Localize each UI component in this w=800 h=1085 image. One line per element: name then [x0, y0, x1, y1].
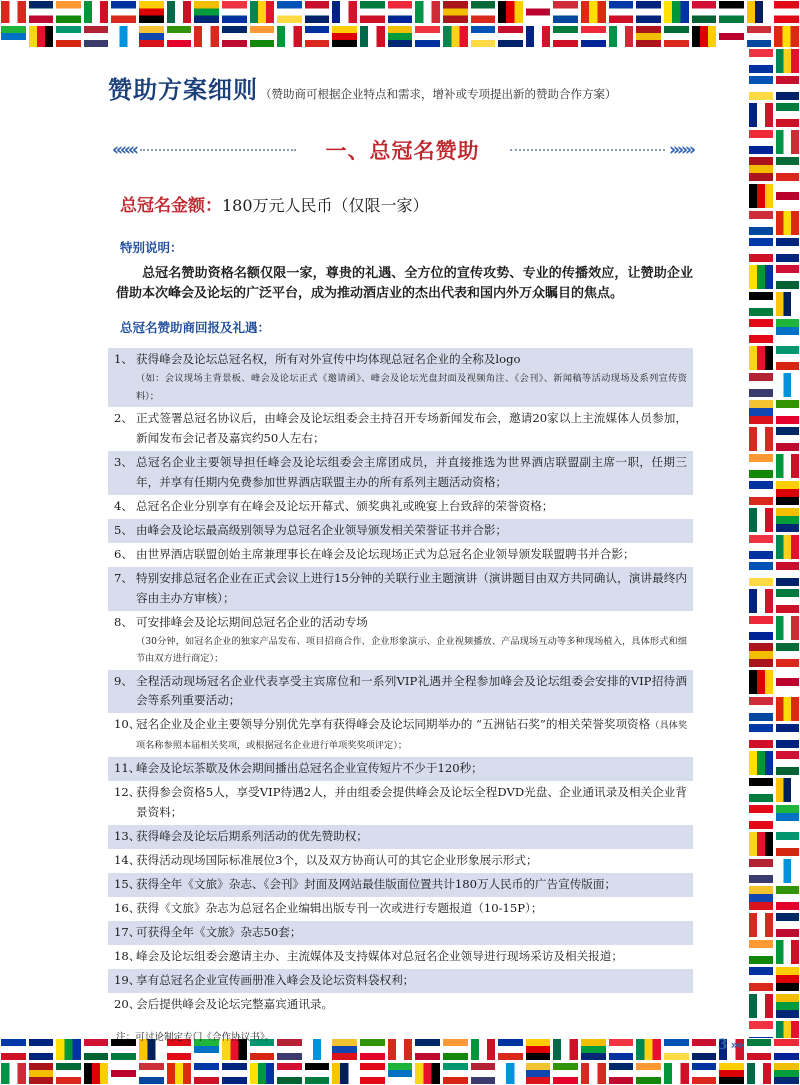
sponsorship-amount	[120, 191, 693, 216]
flag-icon	[775, 885, 800, 911]
benefit-item-text: 8、 可安排峰会及论坛期间总冠名企业的活动专场	[114, 613, 687, 633]
flag-icon	[331, 1062, 358, 1085]
flag-icon	[775, 426, 800, 452]
special-note-heading: 特别说明：	[120, 240, 183, 255]
flag-icon	[249, 0, 276, 24]
flag-icon	[775, 912, 800, 938]
flag-icon	[775, 804, 800, 830]
flag-icon	[55, 1038, 82, 1061]
flag-icon	[525, 0, 552, 24]
benefit-item-text: 2、 正式签署总冠名协议后，由峰会及论坛组委会主持召开专场新闻发布会，邀请20家以上主流媒体人员参加，新闻发布会记者及嘉宾约50人左右；	[114, 411, 687, 446]
flag-icon	[608, 25, 635, 49]
flag-icon	[0, 25, 27, 49]
flag-icon	[83, 1038, 110, 1061]
flag-icon	[746, 0, 773, 24]
benefit-item-number: 1、	[114, 352, 133, 367]
amount-label: 总冠名金额：	[120, 196, 222, 216]
benefit-item	[108, 993, 693, 1017]
benefit-item-detail: （30分钟，如冠名企业的独家产品发布、项目招商合作、企业形象演示、企业视频播放、产品现场互动等多种现场植入，具体形式和细节由双方进行商定）；	[136, 635, 687, 665]
flag-icon	[748, 210, 774, 236]
flag-icon	[748, 669, 774, 695]
benefit-item	[108, 670, 693, 714]
benefit-item-text: 1、 获得峰会及论坛总冠名权，所有对外宣传中均体现总冠名企业的全称及logo	[114, 350, 687, 370]
flag-icon	[718, 0, 745, 24]
flag-icon	[748, 804, 774, 830]
flag-icon	[635, 0, 662, 24]
flag-icon	[773, 25, 800, 49]
benefit-item	[108, 969, 693, 993]
flag-icon	[775, 723, 800, 749]
flag-icon	[0, 0, 27, 24]
benefit-item-number: 18、	[114, 948, 141, 963]
flag-icon	[249, 1062, 276, 1085]
flag-icon	[775, 183, 800, 209]
page-number	[718, 1037, 742, 1053]
section-title: 一、总冠名赞助	[325, 138, 480, 163]
benefit-item-number: 7、	[114, 570, 133, 585]
benefit-item	[108, 495, 693, 519]
flag-icon	[748, 561, 774, 587]
flag-icon	[331, 0, 358, 24]
flag-icon	[110, 0, 137, 24]
flag-icon	[221, 25, 248, 49]
flag-icon	[442, 1062, 469, 1085]
benefit-item-text: 7、 特别安排总冠名企业在正式会议上进行15分钟的关联行业主题演讲（演讲题目由双方共同确认，演讲最终内容由主办方审核）；	[114, 570, 687, 605]
flag-icon	[0, 1062, 27, 1085]
benefits-heading: 总冠名赞助商回报及礼遇：	[120, 320, 271, 336]
flag-icon	[497, 25, 524, 49]
flag-icon	[138, 0, 165, 24]
flag-icon	[775, 399, 800, 425]
flag-icon	[775, 750, 800, 776]
flag-icon	[414, 0, 441, 24]
benefit-item-number: 14、	[114, 853, 141, 868]
flag-icon	[746, 25, 773, 49]
page-number-value: 3	[717, 1037, 728, 1053]
benefit-item-number: 6、	[114, 546, 133, 561]
flag-icon	[775, 318, 800, 344]
flag-icon	[775, 75, 800, 101]
flag-icon	[663, 1062, 690, 1085]
flag-icon	[525, 1062, 552, 1085]
flag-icon	[635, 25, 662, 49]
page-title-row	[108, 70, 693, 105]
benefit-item-number: 10、	[114, 717, 141, 732]
benefit-item	[108, 567, 693, 611]
flag-icon	[775, 831, 800, 857]
flag-icon	[775, 156, 800, 182]
benefit-item-number: 19、	[114, 972, 141, 987]
flag-icon	[28, 0, 55, 24]
flag-icon	[83, 1062, 110, 1085]
flag-icon	[552, 0, 579, 24]
benefit-item-detail: （具体奖项名称参照本届相关奖项，或根据冠名企业进行单项奖奖项评定）；	[136, 720, 688, 752]
benefit-item-text: 12、 获得参会资格5人，享受VIP待遇2人，并由组委会提供峰会及论坛全程DVD光盘、企业通讯录及相关企业背景资料；	[114, 785, 687, 820]
footnote: 注：可讨论制定专门《合作协议书》。	[116, 1031, 275, 1043]
flag-icon	[748, 831, 774, 857]
page-subtitle: （赞助商可根据企业特点和需求，增补或专项提出新的赞助合作方案）	[260, 87, 617, 101]
flag-icon	[748, 534, 774, 560]
benefit-item-number: 11、	[114, 761, 141, 776]
flag-icon	[748, 156, 774, 182]
flag-icon	[775, 534, 800, 560]
flag-icon	[718, 1062, 745, 1085]
flag-icon	[748, 372, 774, 398]
page-title: 赞助方案细则	[108, 75, 258, 104]
benefit-item	[108, 757, 693, 781]
flag-icon	[304, 0, 331, 24]
flag-icon	[414, 25, 441, 49]
flag-icon	[748, 858, 774, 884]
flag-icon	[748, 696, 774, 722]
chevron-left-icon: «««	[112, 139, 136, 160]
benefit-item-text: 10、 冠名企业及企业主要领导分别优先享有获得峰会及论坛同期举办的 “五洲钻石奖”的相关荣誉奖项资格（具体奖项名称参照本届相关奖项，或根据冠名企业进行单项奖奖项评定）；	[114, 717, 688, 752]
benefit-item-text: 18、 峰会及论坛组委会邀请主办、主流媒体及支持媒体对总冠名企业领导进行现场采访及相关报道；	[114, 947, 687, 967]
benefit-item-text: 5、 由峰会及论坛最高级别领导为总冠名企业领导颁发相关荣誉证书并合影；	[114, 521, 687, 541]
benefit-item	[108, 921, 693, 945]
benefits-list	[108, 348, 693, 1016]
flag-icon	[718, 25, 745, 49]
benefit-item-number: 20、	[114, 996, 141, 1011]
flag-icon	[249, 25, 276, 49]
benefit-item	[108, 611, 693, 670]
benefit-item-number: 2、	[114, 411, 133, 426]
flag-icon	[138, 25, 165, 49]
benefit-item-text: 17、 可获得全年《文旅》杂志50套；	[114, 923, 687, 943]
flag-icon	[748, 642, 774, 668]
benefit-item	[108, 849, 693, 873]
benefit-item-text: 20、 会后提供峰会及论坛完整嘉宾通讯录。	[114, 995, 687, 1015]
flag-icon	[775, 102, 800, 128]
flag-icon	[748, 345, 774, 371]
benefit-item-text: 19、 享有总冠名企业宣传画册准入峰会及论坛资料袋权利；	[114, 971, 687, 991]
flag-icon	[746, 1062, 773, 1085]
section-divider	[112, 135, 693, 165]
benefit-item-number: 4、	[114, 498, 133, 513]
flag-icon	[359, 0, 386, 24]
flag-icon	[748, 885, 774, 911]
flag-icon	[748, 75, 774, 101]
flag-border-right	[748, 48, 800, 1038]
flag-icon	[110, 25, 137, 49]
flag-icon	[608, 1062, 635, 1085]
flag-icon	[276, 25, 303, 49]
flag-icon	[28, 25, 55, 49]
flag-icon	[748, 291, 774, 317]
flag-icon	[748, 237, 774, 263]
flag-icon	[748, 507, 774, 533]
flag-icon	[221, 1062, 248, 1085]
flag-icon	[748, 588, 774, 614]
flag-border-bottom	[0, 1038, 800, 1085]
flag-icon	[691, 25, 718, 49]
flag-icon	[748, 1020, 774, 1038]
flag-icon	[748, 750, 774, 776]
flag-icon	[748, 318, 774, 344]
flag-icon	[55, 0, 82, 24]
flag-icon	[691, 1062, 718, 1085]
flag-icon	[552, 1062, 579, 1085]
benefit-item-text: 9、 全程活动现场冠名企业代表享受主宾席位和一系列VIP礼遇并全程参加峰会及论坛组委会安排的VIP招待酒会等系列重要活动；	[114, 673, 687, 708]
flag-icon	[580, 0, 607, 24]
flag-icon	[748, 399, 774, 425]
flag-icon	[748, 723, 774, 749]
flag-icon	[746, 1038, 773, 1061]
benefit-item	[108, 543, 693, 567]
flag-icon	[304, 25, 331, 49]
flag-icon	[276, 1062, 303, 1085]
amount-value: 180万元人民币（仅限一家）	[222, 196, 429, 215]
flag-icon	[775, 1020, 800, 1038]
flag-icon	[775, 939, 800, 965]
flag-icon	[276, 0, 303, 24]
flag-icon	[748, 912, 774, 938]
flag-icon	[83, 0, 110, 24]
flag-icon	[748, 48, 774, 74]
benefit-item-number: 15、	[114, 876, 141, 891]
benefit-item	[108, 945, 693, 969]
flag-icon	[748, 129, 774, 155]
flag-icon	[748, 966, 774, 992]
flag-icon	[775, 480, 800, 506]
benefit-item	[108, 519, 693, 543]
flag-icon	[470, 25, 497, 49]
flag-icon	[748, 183, 774, 209]
flag-icon	[331, 25, 358, 49]
benefit-item-text: 11、 峰会及论坛茶歇及休会期间播出总冠名企业宣传短片不少于120秒；	[114, 759, 687, 779]
benefit-item-text: 4、 总冠名企业分别享有在峰会及论坛开幕式、颁奖典礼或晚宴上台致辞的荣誉资格；	[114, 497, 687, 517]
flag-icon	[414, 1062, 441, 1085]
flag-icon	[663, 0, 690, 24]
flag-icon	[635, 1062, 662, 1085]
benefit-item-text: 6、 由世界酒店联盟创始主席兼理事长在峰会及论坛现场正式为总冠名企业领导颁发联盟聘书并合影；	[114, 545, 687, 565]
flag-icon	[28, 1038, 55, 1061]
divider-dots-left	[140, 149, 296, 152]
flag-icon	[775, 669, 800, 695]
benefit-item-number: 3、	[114, 455, 133, 470]
flag-icon	[691, 1038, 718, 1061]
flag-icon	[663, 25, 690, 49]
flag-icon	[775, 777, 800, 803]
flag-icon	[775, 48, 800, 74]
benefit-item-number: 5、	[114, 522, 133, 537]
benefit-item-number: 12、	[114, 785, 141, 800]
flag-icon	[470, 0, 497, 24]
flag-icon	[110, 1062, 137, 1085]
chevron-right-icon: »»»	[669, 139, 693, 160]
benefit-item-detail: （如：会议现场主背景板、峰会及论坛正式《邀请函》、峰会及论坛光盘封面及视频角注、《会刊》、新闻稿等活动现场及系列宣传资料）；	[136, 373, 687, 402]
flag-icon	[773, 1038, 800, 1061]
benefit-item-text: 14、 获得活动现场国际标准展位3个，以及双方协商认可的其它企业形象展示形式；	[114, 851, 687, 871]
flag-icon	[775, 129, 800, 155]
benefit-item-number: 13、	[114, 829, 141, 844]
flag-icon	[166, 0, 193, 24]
flag-icon	[748, 453, 774, 479]
flag-icon	[775, 237, 800, 263]
divider-dots-right	[510, 149, 666, 152]
flag-icon	[304, 1062, 331, 1085]
flag-icon	[748, 939, 774, 965]
flag-icon	[193, 25, 220, 49]
flag-icon	[497, 1062, 524, 1085]
flag-icon	[580, 1062, 607, 1085]
flag-icon	[497, 0, 524, 24]
benefit-item-number: 17、	[114, 924, 141, 939]
flag-icon	[775, 588, 800, 614]
flag-icon	[193, 0, 220, 24]
flag-icon	[28, 1062, 55, 1085]
flag-icon	[0, 1038, 27, 1061]
flag-icon	[748, 426, 774, 452]
benefit-item	[108, 897, 693, 921]
flag-icon	[775, 858, 800, 884]
flag-icon	[748, 102, 774, 128]
flag-icon	[775, 561, 800, 587]
flag-icon	[55, 1062, 82, 1085]
flag-icon	[580, 25, 607, 49]
flag-icon	[166, 25, 193, 49]
flag-icon	[748, 480, 774, 506]
flag-icon	[775, 966, 800, 992]
flag-icon	[552, 25, 579, 49]
flag-icon	[775, 210, 800, 236]
flag-icon	[773, 0, 800, 24]
flag-icon	[748, 615, 774, 641]
flag-icon	[775, 345, 800, 371]
flag-icon	[442, 25, 469, 49]
benefit-item	[108, 451, 693, 495]
flag-icon	[748, 264, 774, 290]
flag-icon	[470, 1062, 497, 1085]
benefit-item-text: 13、 获得峰会及论坛后期系列活动的优先赞助权；	[114, 827, 687, 847]
flag-icon	[748, 993, 774, 1019]
flag-icon	[775, 453, 800, 479]
benefit-item	[108, 713, 693, 757]
flag-icon	[775, 642, 800, 668]
benefit-item-number: 8、	[114, 614, 133, 629]
benefit-item-text: 16、 获得《文旅》杂志为总冠名企业编辑出版专刊一次或进行专题报道（10-15P）；	[114, 899, 687, 919]
flag-icon	[387, 0, 414, 24]
benefit-item	[108, 825, 693, 849]
benefit-item	[108, 407, 693, 451]
page-arrow-icon: »»	[730, 1038, 742, 1052]
document-content	[108, 70, 693, 1043]
flag-icon	[83, 25, 110, 49]
benefit-item	[108, 348, 693, 407]
benefit-item-number: 16、	[114, 900, 141, 915]
benefit-item-text: 3、 总冠名企业主要领导担任峰会及论坛组委会主席团成员，并直接推选为世界酒店联盟副主席一职，任期三年，并享有任期内免费参加世界酒店联盟主办的所有系列主题活动资格；	[114, 455, 687, 489]
benefit-item-number: 9、	[114, 673, 133, 688]
flag-icon	[775, 291, 800, 317]
benefit-item-text: 15、 获得全年《文旅》杂志、《会刊》封面及网站最佳版面位置共计180万人民币的广告宣传版面；	[114, 875, 687, 895]
flag-icon	[525, 25, 552, 49]
flag-icon	[775, 507, 800, 533]
flag-icon	[359, 1062, 386, 1085]
flag-icon	[387, 1062, 414, 1085]
flag-icon	[773, 1062, 800, 1085]
flag-icon	[608, 0, 635, 24]
flag-icon	[359, 25, 386, 49]
benefit-item	[108, 781, 693, 825]
flag-icon	[775, 696, 800, 722]
flag-icon	[691, 0, 718, 24]
flag-icon	[748, 777, 774, 803]
flag-icon	[442, 0, 469, 24]
flag-icon	[221, 0, 248, 24]
flag-icon	[775, 372, 800, 398]
flag-icon	[775, 264, 800, 290]
flag-icon	[138, 1062, 165, 1085]
special-note-body: 总冠名赞助资格名额仅限一家，尊贵的礼遇、全方位的宣传攻势、专业的传播效应，让赞助企业借助本次峰会及论坛的广泛平台，成为推动酒店业的杰出代表和国内外万众瞩目的焦点。	[116, 266, 693, 302]
flag-icon	[775, 615, 800, 641]
flag-border-top	[0, 0, 800, 48]
flag-icon	[166, 1062, 193, 1085]
flag-icon	[55, 25, 82, 49]
flag-icon	[387, 25, 414, 49]
benefit-item	[108, 873, 693, 897]
flag-icon	[193, 1062, 220, 1085]
flag-icon	[775, 993, 800, 1019]
